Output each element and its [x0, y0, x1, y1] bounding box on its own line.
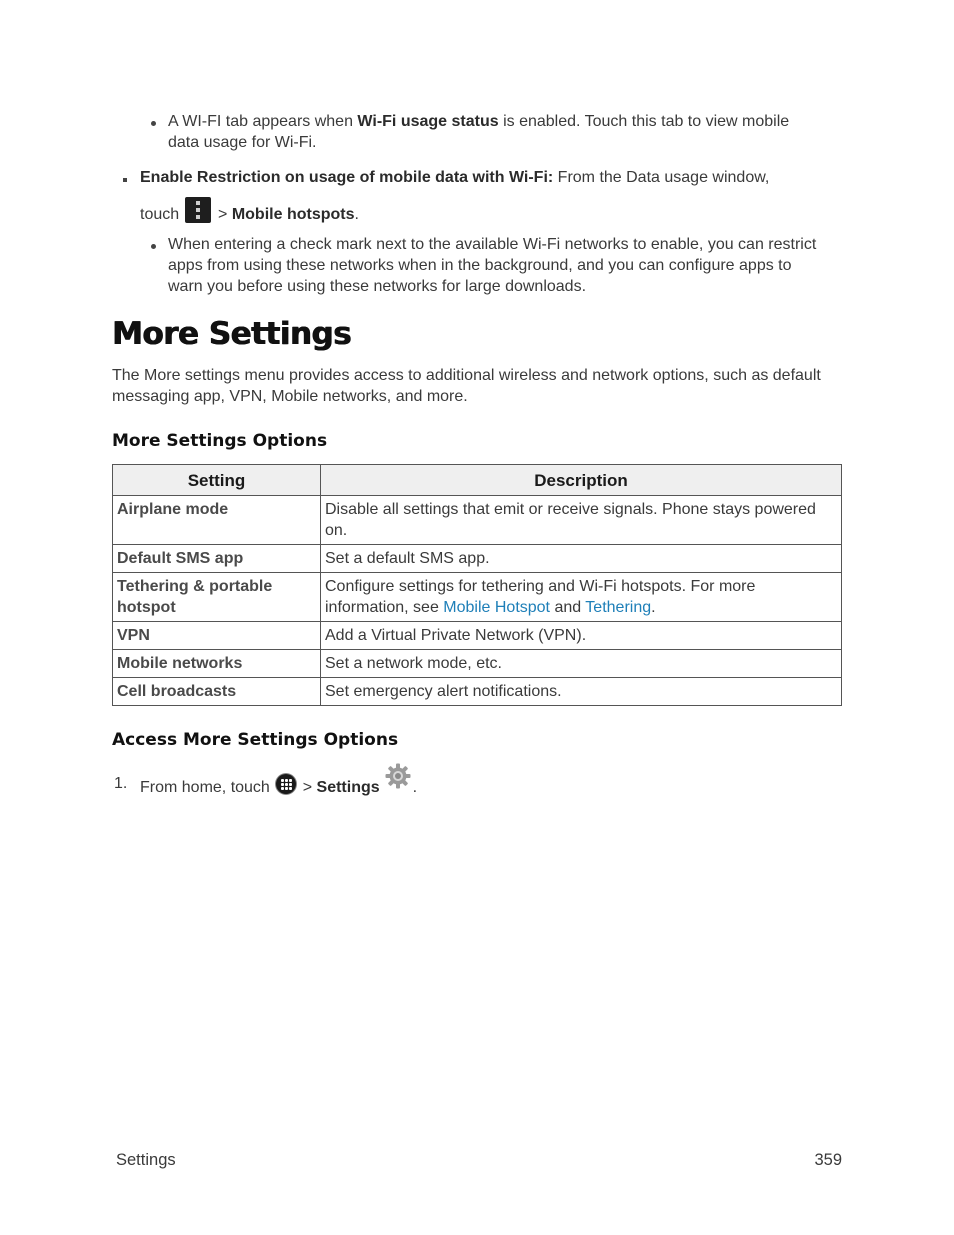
apps-icon [276, 774, 296, 794]
options-heading: More Settings Options [112, 431, 328, 451]
description-cell: Set a default SMS app. [321, 545, 842, 573]
bullet-checkmark: When entering a check mark next to the available Wi-Fi networks to enable, you can restrict apps from using these networks when in the background, and you can configure apps to warn you before using these networks for large downloads. [168, 236, 817, 295]
bullet-enable-restriction: Enable Restriction on usage of mobile data with Wi-Fi: From the Data usage window, [140, 169, 770, 186]
table-row [113, 650, 842, 678]
description-cell: Configure settings for tethering and Wi-Fi hotspots. For more information, see Mobile Hotspot and Tethering. [321, 573, 842, 622]
setting-cell: Cell broadcasts [113, 678, 321, 706]
section-intro: The More settings menu provides access to additional wireless and network options, such as default messaging app, VPN, Mobile networks, and more. [112, 367, 821, 405]
bullet-wifi-tab: A WI-FI tab appears when Wi-Fi usage status is enabled. Touch this tab to view mobile data usage for Wi-Fi. [168, 113, 790, 151]
table-header-row [113, 465, 842, 496]
table-row [113, 622, 842, 650]
section-title: More Settings [112, 316, 352, 352]
access-heading: Access More Settings Options [112, 730, 399, 750]
setting-cell: Mobile networks [113, 650, 321, 678]
menu-icon [185, 197, 211, 223]
table-row [113, 573, 842, 622]
setting-cell: Tethering & portable hotspot [113, 573, 321, 622]
bullet-enable-restriction-line2: touch > Mobile hotspots. [140, 197, 840, 228]
description-cell: Add a Virtual Private Network (VPN). [321, 622, 842, 650]
table-row [113, 545, 842, 573]
table-row [113, 496, 842, 545]
footer-section: Settings [116, 1151, 176, 1169]
step-number: 1. [114, 775, 128, 792]
setting-cell: Default SMS app [113, 545, 321, 573]
setting-cell: Airplane mode [113, 496, 321, 545]
table-row [113, 678, 842, 706]
page-number: 359 [814, 1151, 842, 1169]
options-table [112, 464, 842, 706]
column-header-setting: Setting [113, 465, 321, 496]
gear-icon [384, 762, 412, 790]
mobile-hotspot-link[interactable]: Mobile Hotspot [443, 599, 550, 616]
bullet-marker [151, 121, 156, 126]
bullet-marker [151, 244, 156, 249]
bullet-marker [123, 178, 127, 182]
tethering-link[interactable]: Tethering [585, 599, 652, 616]
description-cell: Set emergency alert notifications. [321, 678, 842, 706]
setting-cell: VPN [113, 622, 321, 650]
column-header-description: Description [321, 465, 842, 496]
description-cell: Set a network mode, etc. [321, 650, 842, 678]
description-cell: Disable all settings that emit or receive signals. Phone stays powered on. [321, 496, 842, 545]
step-1: From home, touch > Settings . [140, 762, 417, 808]
